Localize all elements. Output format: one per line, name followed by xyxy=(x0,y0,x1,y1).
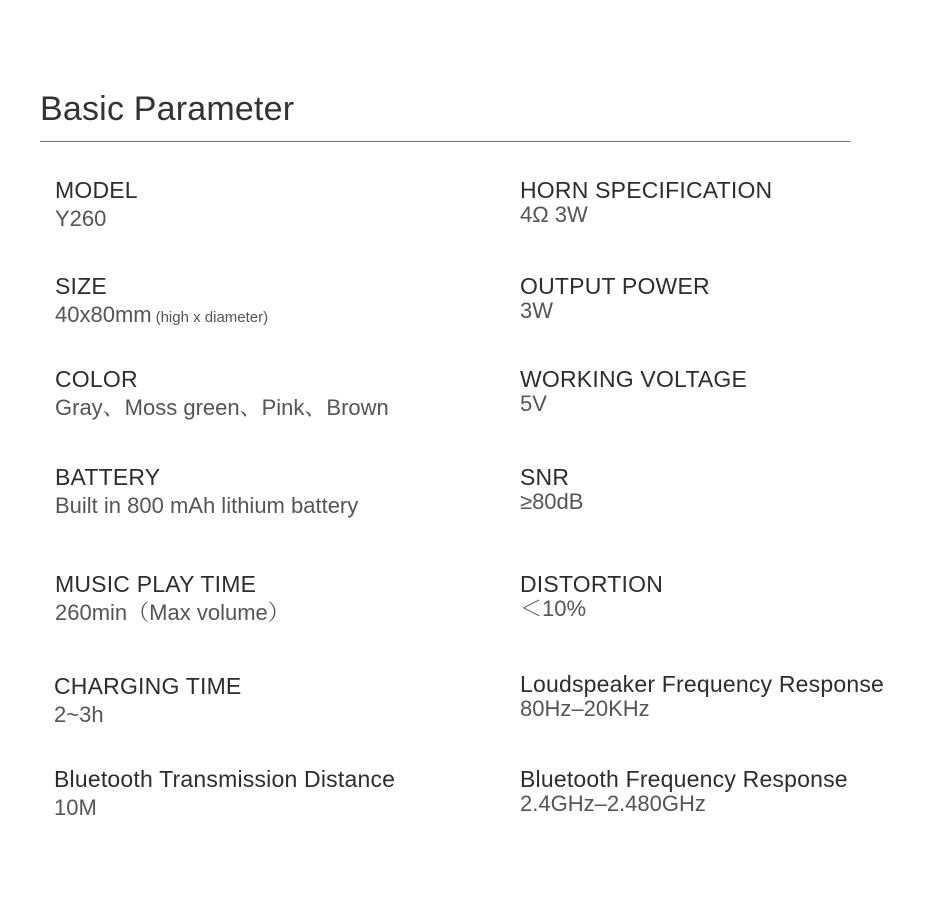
param-model xyxy=(55,176,138,232)
param-label: DISTORTION xyxy=(520,571,663,597)
param-value: 80Hz–20KHz xyxy=(520,696,650,721)
param-value: 2~3h xyxy=(54,702,104,727)
param-working-voltage xyxy=(520,365,747,417)
param-value: 3W xyxy=(520,298,553,323)
param-value: ＜10% xyxy=(520,596,587,621)
param-label: SIZE xyxy=(55,273,107,299)
param-label: COLOR xyxy=(55,366,138,392)
param-label: Loudspeaker Frequency Response xyxy=(520,671,885,697)
param-label: OUTPUT POWER xyxy=(520,273,710,299)
param-value: Built in 800 mAh lithium battery xyxy=(55,493,359,518)
param-output-power xyxy=(520,272,710,324)
param-distortion xyxy=(520,570,663,622)
param-battery xyxy=(55,463,358,519)
param-bt-distance xyxy=(54,765,395,821)
param-label: WORKING VOLTAGE xyxy=(520,366,748,392)
param-label: Bluetooth Frequency Response xyxy=(520,766,848,792)
param-label: CHARGING TIME xyxy=(54,673,242,699)
param-value: 260min（Max volume） xyxy=(55,600,290,625)
title-divider xyxy=(40,141,850,142)
param-value: Y260 xyxy=(55,206,107,231)
param-size xyxy=(55,272,268,331)
param-music-play-time xyxy=(55,570,290,626)
param-value: ≥80dB xyxy=(520,489,584,514)
size-value: 40x80mm xyxy=(55,302,152,327)
param-loudspeaker-freq xyxy=(520,670,884,722)
param-label: HORN SPECIFICATION xyxy=(520,177,773,203)
param-value xyxy=(55,302,268,331)
param-value: Gray、Moss green、Pink、Brown xyxy=(55,395,389,420)
param-value: 4Ω 3W xyxy=(520,202,588,227)
param-value: 5V xyxy=(520,391,547,416)
param-label: SNR xyxy=(520,464,570,490)
param-horn-spec xyxy=(520,176,772,228)
param-label: MODEL xyxy=(55,177,138,203)
size-note: (high x diameter) xyxy=(155,309,269,326)
param-snr xyxy=(520,463,583,515)
param-value: 2.4GHz–2.480GHz xyxy=(520,791,706,816)
param-label: MUSIC PLAY TIME xyxy=(55,571,257,597)
param-label: Bluetooth Transmission Distance xyxy=(54,766,396,792)
param-color xyxy=(55,365,389,421)
page-title: Basic Parameter xyxy=(40,90,295,128)
param-label: BATTERY xyxy=(55,464,161,490)
param-value: 10M xyxy=(54,795,97,820)
param-charging-time xyxy=(54,672,241,728)
param-bt-freq xyxy=(520,765,848,817)
